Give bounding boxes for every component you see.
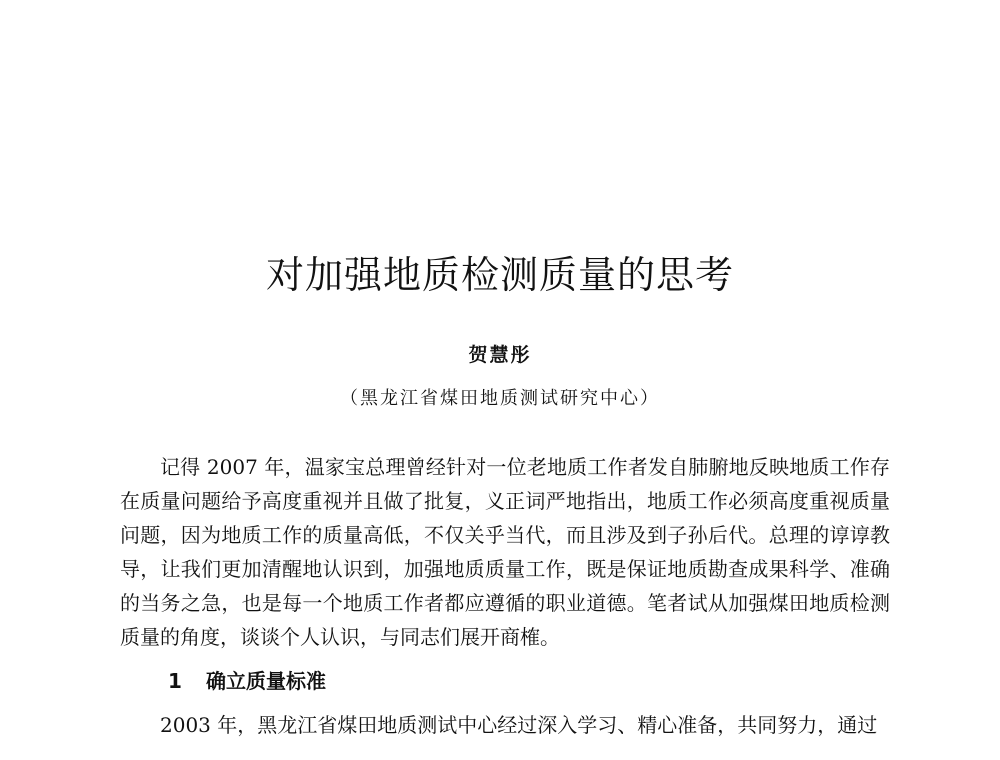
section-paragraph: 2003 年，黑龙江省煤田地质测试中心经过深入学习、精心准备，共同努力，通过 bbox=[160, 713, 878, 737]
author-affiliation: （黑龙江省煤田地质测试研究中心） bbox=[340, 388, 660, 409]
intro-paragraph: 记得 2007 年，温家宝总理曾经针对一位老地质工作者发自肺腑地反映地质工作存在质量问题给予高度重视并且做了批复，义正词严地指出，地质工作必须高度重视质量问题，因为地质工作的质量高低，不仅关乎当代，而且涉及到子孙后代。总理的谆谆教导，让我们更加清醒地认识到，加强地质质量工作，既是保证地质勘查成果科学、准确的当务之急，也是每一个地质工作者都应遵循的职业道德。笔者试从加强煤田地质检测质量的角度，谈谈个人认识，与同志们展开商榷。 bbox=[120, 455, 890, 649]
section-heading bbox=[120, 664, 890, 698]
article-body bbox=[120, 450, 890, 742]
article-title: 对加强地质检测质量的思考 bbox=[265, 253, 734, 297]
author-name: 贺慧彤 bbox=[468, 344, 532, 366]
section-title: 确立质量标准 bbox=[206, 669, 326, 693]
section-number: 1 bbox=[168, 669, 182, 693]
